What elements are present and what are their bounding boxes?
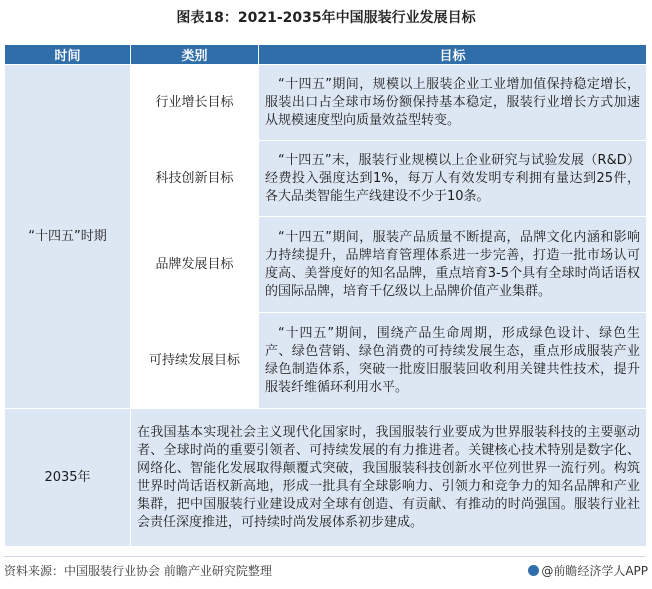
table-row bbox=[5, 409, 647, 547]
brand-logo-icon bbox=[528, 565, 539, 576]
table-row bbox=[5, 65, 647, 141]
category-cell: 可持续发展目标 bbox=[131, 313, 259, 409]
footer-divider bbox=[4, 556, 646, 557]
header-category: 类别 bbox=[131, 45, 259, 65]
table-header-row bbox=[5, 45, 647, 65]
goal-cell: 在我国基本实现社会主义现代化国家时，我国服装行业要成为世界服装科技的主要驱动者、全球时尚的重要引领者、可持续发展的有力推进者。关键核心技术特别是数字化、网络化、智能化发展取得颠覆式突破，我国服装科技创新水平位列世界一流行列。构筑世界时尚话语权新高地，形成一批具有全球影响力、引领力和竞争力的知名品牌和产业集群，把中国服装行业建设成对全球有创造、有贡献、有推动的时尚强国。服装行业社会责任深度推进，可持续时尚发展体系初步建成。 bbox=[131, 409, 647, 547]
goal-cell: “十四五”期间，规模以上服装企业工业增加值保持稳定增长，服装出口占全球市场份额保持基本稳定，服装行业增长方式加速从规模速度型向质量效益型转变。 bbox=[259, 65, 647, 141]
goal-cell: “十四五”期间，围绕产品生命周期，形成绿色设计、绿色生产、绿色营销、绿色消费的可持续发展生态，重点形成服装产业绿色制造体系，突破一批废旧服装回收利用关键共性技术，提升服装纤维循环利用水平。 bbox=[259, 313, 647, 409]
goal-cell: “十四五”末，服装行业规模以上企业研究与试验发展（R&D）经费投入强度达到1%，每万人有效发明专利拥有量达到25件，各大品类智能生产线建设不少于10条。 bbox=[259, 141, 647, 217]
source-note: 资料来源：中国服装行业协会 前瞻产业研究院整理 bbox=[4, 564, 272, 578]
header-goal: 目标 bbox=[259, 45, 647, 65]
period-cell: 2035年 bbox=[5, 409, 131, 547]
goal-cell: “十四五”期间，服装产品质量不断提高，品牌文化内涵和影响力持续提升，品牌培育管理体系进一步完善，打造一批市场认可度高、美誉度好的知名品牌，重点培育3-5个具有全球时尚话语权的国际品牌，培育千亿级以上品牌价值产业集群。 bbox=[259, 217, 647, 313]
chart-title: 图表18：2021-2035年中国服装行业发展目标 bbox=[176, 10, 476, 26]
brand-attribution bbox=[528, 563, 648, 579]
goals-table bbox=[4, 44, 647, 547]
brand-text: @前瞻经济学人APP bbox=[541, 564, 648, 578]
category-cell: 品牌发展目标 bbox=[131, 217, 259, 313]
category-cell: 科技创新目标 bbox=[131, 141, 259, 217]
period-cell: “十四五”时期 bbox=[5, 65, 131, 409]
category-cell: 行业增长目标 bbox=[131, 65, 259, 141]
header-time: 时间 bbox=[5, 45, 131, 65]
